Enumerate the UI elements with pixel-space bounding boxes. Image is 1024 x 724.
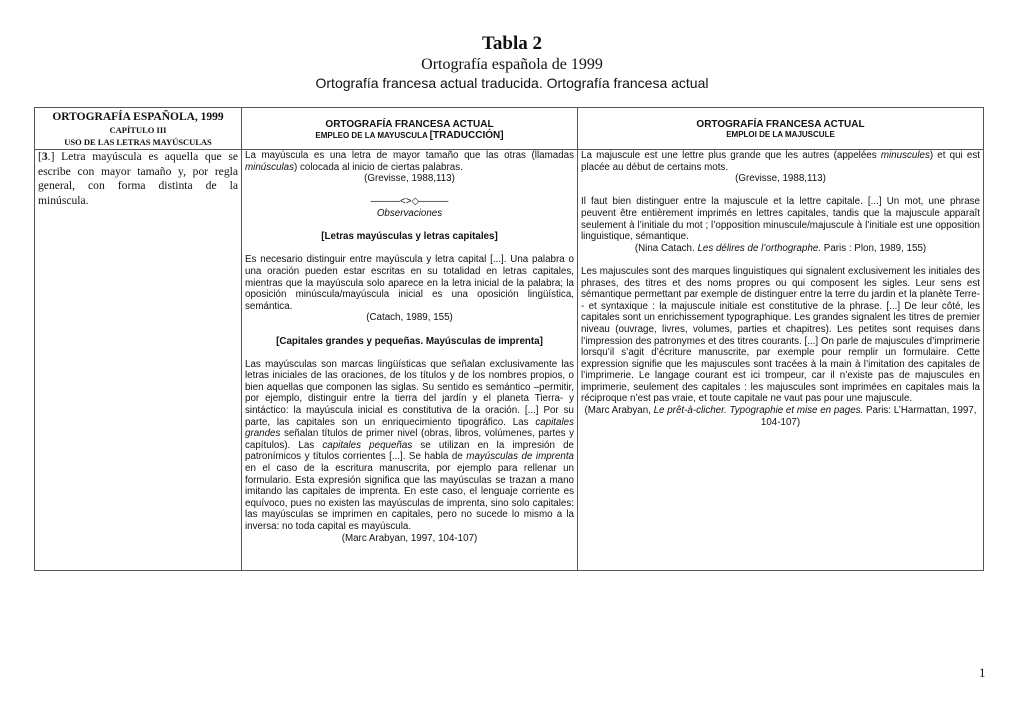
col3-cite3-em: Le prêt-à-clicher. Typographie et mise en pages. [653, 405, 864, 417]
col3-definition [581, 150, 980, 173]
col3-header-subtitle: EMPLOI DE LA MAJUSCULE [726, 130, 835, 139]
col2-body [242, 150, 578, 571]
col2-p3-a: Las mayúsculas son marcas lingüísticas que señalan exclusivamente las letras iniciales de las oraciones, de los títulos y de los nombres propios, o bien aquellas que componen las siglas. Su sentido es semántico –permitir, por ejemplo, distinguir entre la tierra del jardín y el planeta Tierra- y sintáctico: la mayúscula inicial es constitutiva de la oración. [...] Por su parte, las capitales son un enriquecimiento tipográfico. Las [245, 358, 574, 428]
col1-header-chapter: CAPÍTULO III [109, 125, 167, 135]
page-subtitle: Ortografía española de 1999 [421, 56, 603, 73]
col3-def-text-a: La majuscule est une lettre plus grande que les autres (appelées [581, 150, 881, 161]
col2-p3-em1: capitales grandes [245, 416, 574, 440]
page-subtitle-secondary: Ortografía francesa actual traducida. Ortografía francesa actual [315, 75, 709, 91]
col1-header [35, 108, 242, 150]
col3-body [578, 150, 984, 571]
col2-citation-1: (Grevisse, 1988,113) [364, 173, 455, 185]
col1-body [35, 150, 242, 571]
table-body-row [35, 150, 984, 571]
table-header-row [35, 108, 984, 150]
col1-header-title: ORTOGRAFÍA ESPAÑOLA, 1999 [52, 111, 224, 123]
col2-paragraph-2: Es necesario distinguir entre mayúscula y letra capital [...]. Una palabra o una oración pueden estar escritas en su totalidad en letras capitales, mientras que la mayúscula solo aparece en la letra inicial de la palabra; la oposición minúscula/mayúscula inicial es una oposición lingüística, semántica. [245, 254, 574, 312]
col2-p3-em2: capitales pequeñas [322, 439, 413, 451]
col2-header-subtitle [245, 130, 574, 141]
col3-cite3-a: (Marc Arabyan, [584, 405, 654, 417]
col3-cite2-b: Paris : Plon, 1989, 155) [821, 242, 927, 254]
col3-cite2-a: (Nina Catach. [634, 242, 698, 254]
col3-citation-2 [581, 243, 980, 255]
col2-p3-em3: mayúsculas de imprenta [466, 451, 575, 463]
col2-p3-c: se utilizan en la impresión de patronímicos y títulos corrientes [...]. Se habla de [245, 439, 574, 463]
col3-cite3-b: Paris: L’Harmattan, 1997, 104-107) [760, 405, 977, 428]
col3-header-title: ORTOGRAFÍA FRANCESA ACTUAL [696, 119, 865, 130]
col2-header [242, 108, 578, 150]
col2-header-title: ORTOGRAFÍA FRANCESA ACTUAL [325, 119, 494, 130]
col1-rule-text: Letra mayúscula es aquella que se escribe con mayor tamaño y, por regla general, con forma distinta de la minúscula. [38, 150, 238, 207]
col2-p3-d: en el caso de la escritura manuscrita, por ejemplo para rellenar un formulario. Esta expresión significa que las mayúsculas se trazan a mano imitando las capitales de imprenta. En este caso, el lenguaje corriente es equívoco, pues no existen las mayúsculas de imprenta, sino solo capitales: las mayúsculas se imprimen en capitales, pero no sucede lo mismo a la inversa: no toda capital es mayúscula. [245, 463, 574, 532]
col3-def-text-b: ) et qui est placée au début de certains mots. [581, 150, 980, 173]
col3-paragraph-2: Il faut bien distinguer entre la majuscule et la lettre capitale. [...] Un mot, une phrase peuvent être entièrement imprimés en lettres capitales, tandis que la majuscule apparaît seulement à l’initiale du mot ; l’opposition minuscule/majuscule à l’initiale est une opposition linguistique, sémantique. [581, 196, 980, 243]
col2-paragraph-3 [245, 359, 574, 533]
col3-cite2-em: Les délires de l’orthographe. [697, 242, 822, 254]
col2-separator: ———<>◇——— [370, 196, 449, 208]
col1-header-topic: USO DE LAS LETRAS MAYÚSCULAS [64, 137, 212, 147]
col3-paragraph-3: Les majuscules sont des marques linguistiques qui signalent exclusivement les initiales des phrases, des titres et des noms propres ou qui composent les sigles. Leur sens est sémantique permettant par exemple de distinguer entre la terre du jardin et la planète Terre-- et syntaxique : la majuscule initiale est constitutive de la phrase. [...] De leur côté, les capitales sont un enrichissement typographique. Les grandes signalent les titres de premier niveau (ouvrage, livres, volumes, parties et chapitres). Les petites sont requises dans l’impression des patronymes et des titres courants. [...] On parle de majuscules d’imprimerie lorsqu’il s’agit d’écriture manuscrite, par exemple pour remplir un formulaire. Cette expression signifie que les majuscules sont tracées à la main à l’imitation des capitales de l’imprimerie. Le langage courant est ici trompeur, car il n’existe pas de majuscules en imprimerie, seulement des capitales : les majuscules sont imprimées en capitales mais la réciproque n’est pas vraie, et toute capitale ne vaut pas pour une majuscule. [581, 265, 980, 405]
col2-observations-text: Observaciones [376, 207, 443, 219]
col2-citation-3: (Marc Arabyan, 1997, 104-107) [341, 532, 478, 544]
col1-bracket-close: .] [47, 150, 55, 163]
col2-heading-1: [Letras mayúsculas y letras capitales] [321, 231, 498, 243]
col2-p3-b: señalan títulos de primer nivel (obras, libros, volúmenes, partes y capítulos). Las [245, 428, 574, 451]
col3-def-em: minuscules [880, 150, 930, 161]
col2-definition [245, 150, 574, 173]
col2-header-tag: [TRADUCCIÓN] [429, 130, 504, 141]
col1-bracket-open: [ [38, 150, 42, 163]
col2-heading-2: [Capitales grandes y pequeñas. Mayúsculas de imprenta] [276, 335, 543, 347]
page-number: 1 [979, 665, 986, 680]
col3-header [578, 108, 984, 150]
col2-header-sub-text: EMPLEO DE LA MAYUSCULA [315, 131, 428, 140]
col2-observations [245, 208, 574, 220]
col3-citation-1: (Grevisse, 1988,113) [735, 173, 826, 185]
col1-rule-number: 3 [41, 150, 48, 163]
col2-def-text-b: ) colocada al inicio de ciertas palabras. [294, 161, 463, 173]
col2-citation-2: (Catach, 1989, 155) [366, 312, 453, 324]
col3-citation-3 [581, 405, 980, 428]
page-title: Tabla 2 [481, 33, 543, 54]
col2-def-text-a: La mayúscula es una letra de mayor tamaño que las otras (llamadas [245, 150, 574, 161]
comparison-table [34, 107, 984, 571]
col2-def-em: minúsculas [245, 161, 295, 173]
